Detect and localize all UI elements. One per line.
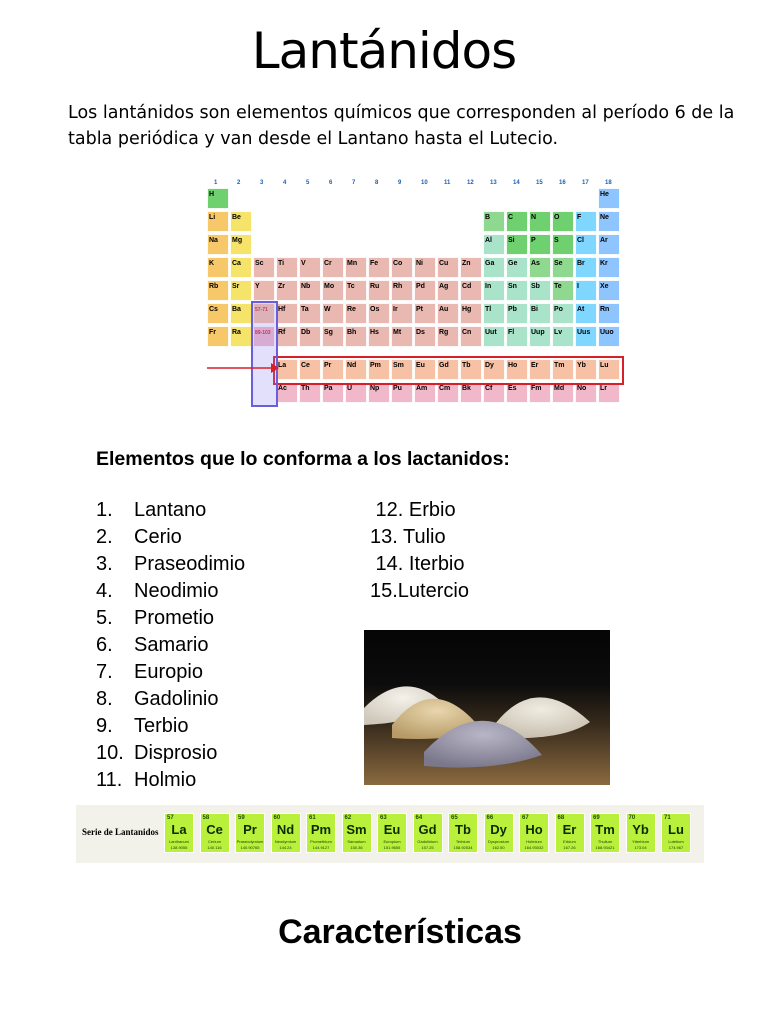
element-name: Samarium	[347, 839, 366, 844]
list-item-number: 8.	[96, 688, 113, 710]
element-cell: At	[575, 303, 597, 324]
element-cell: Cu	[437, 257, 459, 278]
atomic-mass: 174.967	[668, 845, 684, 850]
element-cell: Fe	[368, 257, 390, 278]
list-item: 12. Erbio	[370, 499, 456, 521]
element-cell: Rf	[276, 326, 298, 347]
element-cell: Lv	[552, 326, 574, 347]
series-element	[235, 813, 265, 853]
list-item-number: 7.	[96, 661, 113, 683]
element-cell: Db	[299, 326, 321, 347]
atomic-mass: 151.9655	[383, 845, 401, 850]
list-item	[96, 551, 245, 578]
atomic-mass: 144.9127	[312, 845, 330, 850]
element-cell: He	[598, 188, 620, 209]
atomic-number: 71	[664, 815, 671, 821]
element-symbol: La	[171, 822, 187, 837]
element-cell: Zr	[276, 280, 298, 301]
group-number: 4	[283, 180, 287, 186]
actinide-cell: Ac	[276, 382, 298, 403]
lanthanide-cell: Er	[529, 359, 551, 380]
list-item	[96, 767, 245, 794]
element-cell: Uut	[483, 326, 505, 347]
element-cell: Uus	[575, 326, 597, 347]
actinide-cell: Md	[552, 382, 574, 403]
element-cell: Ag	[437, 280, 459, 301]
element-symbol: Tm	[595, 822, 615, 837]
element-name: Lanthanum	[168, 839, 189, 844]
element-cell: Pt	[414, 303, 436, 324]
element-cell: Sr	[230, 280, 252, 301]
element-cell: Xe	[598, 280, 620, 301]
atomic-number: 62	[344, 815, 352, 821]
element-cell: Ba	[230, 303, 252, 324]
element-cell: I	[575, 280, 597, 301]
element-cell: Po	[552, 303, 574, 324]
list-item-name: Disprosio	[134, 742, 218, 764]
element-cell: Mo	[322, 280, 344, 301]
element-cell: Sn	[506, 280, 528, 301]
atomic-number: 63	[380, 815, 387, 821]
element-symbol: Dy	[490, 822, 507, 837]
element-cell: Ge	[506, 257, 528, 278]
element-name: Promethium	[310, 839, 332, 844]
group-number: 9	[398, 180, 402, 186]
list-item-number: 10.	[96, 742, 124, 764]
element-symbol: Sm	[346, 822, 367, 837]
series-element	[271, 813, 301, 853]
element-cell: Ra	[230, 326, 252, 347]
list-item-name: Neodimio	[134, 580, 219, 602]
element-name: Thulium	[597, 839, 613, 844]
element-cell: Mn	[345, 257, 367, 278]
list-item-name: Holmio	[134, 769, 197, 791]
list-item-number: 3.	[96, 553, 113, 575]
element-cell: F	[575, 211, 597, 232]
actinide-cell: Np	[368, 382, 390, 403]
element-cell: Cn	[460, 326, 482, 347]
list-item: 14. Iterbio	[370, 553, 465, 575]
lanthanide-powders-photo	[364, 630, 610, 785]
element-symbol: Ce	[206, 822, 223, 837]
element-name: Europium	[383, 839, 401, 844]
atomic-mass: 150.36	[350, 845, 363, 850]
group-number: 12	[467, 180, 474, 186]
atomic-number: 64	[415, 815, 423, 821]
element-cell: Hf	[276, 303, 298, 324]
element-cell: S	[552, 234, 574, 255]
element-symbol: Yb	[632, 822, 649, 837]
element-cell: C	[506, 211, 528, 232]
series-element	[377, 813, 407, 853]
element-cell: Se	[552, 257, 574, 278]
group-number: 11	[444, 180, 451, 186]
element-cell: Au	[437, 303, 459, 324]
list-item-number: 9.	[96, 715, 113, 737]
list-item	[96, 605, 245, 632]
atomic-mass: 140.90765	[240, 845, 260, 850]
element-name: Terbium	[455, 839, 471, 844]
list-item	[96, 497, 245, 524]
series-element	[590, 813, 620, 853]
element-cell: Ds	[414, 326, 436, 347]
element-cell: N	[529, 211, 551, 232]
lanthanide-cell: Pr	[322, 359, 344, 380]
element-cell: Ni	[414, 257, 436, 278]
group-number: 7	[352, 180, 356, 186]
page-title: Lantánidos	[251, 22, 517, 80]
group-number: 6	[329, 180, 333, 186]
series-element	[164, 813, 194, 853]
list-item-number: 4.	[96, 580, 113, 602]
element-cell: Cl	[575, 234, 597, 255]
element-cell: Br	[575, 257, 597, 278]
element-cell: Sg	[322, 326, 344, 347]
element-cell: Rg	[437, 326, 459, 347]
element-cell: Cd	[460, 280, 482, 301]
list-item: 15.Lutercio	[370, 580, 469, 602]
series-element	[200, 813, 230, 853]
element-symbol: Nd	[276, 822, 295, 837]
atomic-number: 57	[167, 815, 174, 821]
group-number: 1	[214, 180, 218, 186]
element-cell: Rn	[598, 303, 620, 324]
element-symbol: Er	[562, 822, 577, 837]
list-item-name: Samario	[134, 634, 209, 656]
element-cell: Fr	[207, 326, 229, 347]
group-number: 5	[306, 180, 310, 186]
element-cell: Ir	[391, 303, 413, 324]
list-item	[96, 713, 245, 740]
elements-subheading: Elementos que lo conforma a los lactanidos:	[96, 448, 510, 470]
series-element	[448, 813, 478, 853]
lanthanide-cell: Pm	[368, 359, 390, 380]
element-list-right	[370, 497, 469, 605]
atomic-number: 66	[486, 815, 494, 821]
element-cell: Ar	[598, 234, 620, 255]
element-cell: 57-71	[253, 303, 275, 324]
lanthanide-cell: Eu	[414, 359, 436, 380]
element-cell: Co	[391, 257, 413, 278]
atomic-mass: 167.26	[563, 845, 576, 850]
atomic-mass: 164.93032	[524, 845, 544, 850]
atomic-number: 65	[451, 815, 458, 821]
list-item-name: Praseodimio	[134, 553, 246, 575]
list-item-name: Europio	[134, 661, 203, 683]
lanthanide-cell: Nd	[345, 359, 367, 380]
element-cell: Fl	[506, 326, 528, 347]
element-name: Erbium	[563, 839, 576, 844]
list-item	[96, 632, 245, 659]
element-cell: Sc	[253, 257, 275, 278]
actinide-cell: Bk	[460, 382, 482, 403]
group-number: 3	[260, 180, 264, 186]
list-item-name: Terbio	[134, 715, 189, 737]
element-symbol: Eu	[383, 822, 401, 837]
actinide-cell: No	[575, 382, 597, 403]
actinide-cell: Cf	[483, 382, 505, 403]
atomic-number: 70	[628, 815, 636, 821]
red-arrow-icon	[207, 361, 279, 375]
element-cell: Pb	[506, 303, 528, 324]
atomic-mass: 144.24	[279, 845, 292, 850]
list-item-number: 2.	[96, 526, 113, 548]
element-name: Holmium	[526, 839, 542, 844]
lanthanide-cell: Ce	[299, 359, 321, 380]
atomic-mass: 158.92534	[453, 845, 473, 850]
element-cell: W	[322, 303, 344, 324]
list-item-name: Gadolinio	[134, 688, 219, 710]
element-cell: V	[299, 257, 321, 278]
list-item	[96, 524, 245, 551]
list-item-name: Prometio	[134, 607, 215, 629]
element-cell: Cs	[207, 303, 229, 324]
characteristics-heading: Características	[278, 913, 522, 951]
atomic-number: 60	[273, 815, 281, 821]
element-symbol: Pm	[310, 822, 332, 837]
element-cell: H	[207, 188, 229, 209]
atomic-mass: 162.50	[492, 845, 505, 850]
actinide-cell: Lr	[598, 382, 620, 403]
series-element	[342, 813, 372, 853]
element-cell: Rb	[207, 280, 229, 301]
series-element	[626, 813, 656, 853]
element-cell: O	[552, 211, 574, 232]
element-cell: As	[529, 257, 551, 278]
element-cell: Tl	[483, 303, 505, 324]
atomic-number: 61	[309, 815, 316, 821]
list-item-name: Cerio	[134, 526, 182, 548]
element-symbol: Ho	[525, 822, 543, 837]
element-cell: Hg	[460, 303, 482, 324]
element-cell: Ca	[230, 257, 252, 278]
element-name: Praseodymium	[236, 839, 264, 844]
atomic-mass: 173.04	[634, 845, 647, 850]
f-block-column-highlight	[251, 301, 278, 407]
element-cell: In	[483, 280, 505, 301]
element-symbol: Gd	[418, 822, 437, 837]
element-name: Ytterbium	[631, 839, 650, 844]
element-cell: Tc	[345, 280, 367, 301]
lanthanide-cell: Dy	[483, 359, 505, 380]
element-cell: Bi	[529, 303, 551, 324]
element-cell: Mg	[230, 234, 252, 255]
element-name: Lutetium	[668, 839, 684, 844]
lanthanide-cell: La	[276, 359, 298, 380]
actinide-cell: Cm	[437, 382, 459, 403]
element-cell: Mt	[391, 326, 413, 347]
lanthanide-cell: Lu	[598, 359, 620, 380]
actinide-cell: U	[345, 382, 367, 403]
element-symbol: Tb	[455, 822, 471, 837]
list-item	[96, 686, 245, 713]
atomic-mass: 157.25	[421, 845, 434, 850]
atomic-mass: 168.93421	[595, 845, 615, 850]
element-cell: Uup	[529, 326, 551, 347]
series-element	[555, 813, 585, 853]
group-number: 15	[536, 180, 543, 186]
element-cell: Zn	[460, 257, 482, 278]
element-symbol: Lu	[668, 822, 684, 837]
lanthanide-highlight-box	[273, 356, 624, 385]
element-cell: Ga	[483, 257, 505, 278]
element-name: Cerium	[208, 839, 221, 844]
actinide-cell: Pu	[391, 382, 413, 403]
element-cell: Re	[345, 303, 367, 324]
element-cell: Al	[483, 234, 505, 255]
lanthanide-series-strip	[76, 805, 704, 863]
atomic-mass: 140.116	[207, 845, 222, 850]
atomic-number: 68	[557, 815, 565, 821]
element-symbol: Pr	[243, 822, 257, 837]
actinide-cell: Fm	[529, 382, 551, 403]
lanthanide-cell: Tb	[460, 359, 482, 380]
element-cell: Bh	[345, 326, 367, 347]
group-number: 16	[559, 180, 566, 186]
actinide-cell: Am	[414, 382, 436, 403]
element-cell: Nb	[299, 280, 321, 301]
group-number: 17	[582, 180, 589, 186]
atomic-number: 69	[593, 815, 600, 821]
element-cell: Na	[207, 234, 229, 255]
series-element	[306, 813, 336, 853]
list-item-name: Lantano	[134, 499, 207, 521]
actinide-cell: Th	[299, 382, 321, 403]
lanthanide-cell: Yb	[575, 359, 597, 380]
lanthanide-cell: Tm	[552, 359, 574, 380]
group-number: 8	[375, 180, 379, 186]
element-cell: Kr	[598, 257, 620, 278]
list-item	[96, 578, 245, 605]
atomic-mass: 138.9055	[170, 845, 188, 850]
element-name: Dysprosium	[487, 839, 510, 844]
element-cell: Si	[506, 234, 528, 255]
lanthanide-cell: Ho	[506, 359, 528, 380]
group-number: 14	[513, 180, 520, 186]
group-number: 2	[237, 180, 241, 186]
atomic-number: 67	[522, 815, 529, 821]
list-item	[96, 740, 245, 767]
element-cell: Ru	[368, 280, 390, 301]
element-cell: Y	[253, 280, 275, 301]
series-label: Serie de Lantanidos	[82, 827, 159, 837]
atomic-number: 59	[238, 815, 245, 821]
element-cell: K	[207, 257, 229, 278]
group-number: 10	[421, 180, 428, 186]
element-cell: B	[483, 211, 505, 232]
list-item-number: 6.	[96, 634, 113, 656]
series-element	[661, 813, 691, 853]
lanthanide-cell: Sm	[391, 359, 413, 380]
element-cell: Li	[207, 211, 229, 232]
element-cell: Te	[552, 280, 574, 301]
element-cell: Pd	[414, 280, 436, 301]
element-cell: Os	[368, 303, 390, 324]
atomic-number: 58	[202, 815, 210, 821]
element-cell: Hs	[368, 326, 390, 347]
element-name: Gadolinium	[417, 839, 438, 844]
list-item-number: 5.	[96, 607, 113, 629]
list-item-number: 11.	[96, 769, 123, 791]
element-name: Neodymium	[274, 839, 297, 844]
element-cell: Sb	[529, 280, 551, 301]
element-cell: Rh	[391, 280, 413, 301]
list-item	[96, 659, 245, 686]
series-element	[519, 813, 549, 853]
element-cell: Ti	[276, 257, 298, 278]
lanthanide-cell: Gd	[437, 359, 459, 380]
element-cell: Ta	[299, 303, 321, 324]
element-cell: Cr	[322, 257, 344, 278]
element-list-left	[96, 497, 245, 794]
actinide-cell: Pa	[322, 382, 344, 403]
element-cell: Ne	[598, 211, 620, 232]
actinide-cell: Es	[506, 382, 528, 403]
group-number: 18	[605, 180, 612, 186]
element-cell: P	[529, 234, 551, 255]
group-number: 13	[490, 180, 497, 186]
intro-paragraph: Los lantánidos son elementos químicos que corresponden al período 6 de la tabla periódica y van desde el Lantano hasta el Lutecio.	[68, 103, 735, 149]
element-cell: Uuo	[598, 326, 620, 347]
series-element	[484, 813, 514, 853]
series-element	[413, 813, 443, 853]
list-item-number: 1.	[96, 499, 113, 521]
list-item: 13. Tulio	[370, 526, 446, 548]
element-cell: 89-103	[253, 326, 275, 347]
element-cell: Be	[230, 211, 252, 232]
